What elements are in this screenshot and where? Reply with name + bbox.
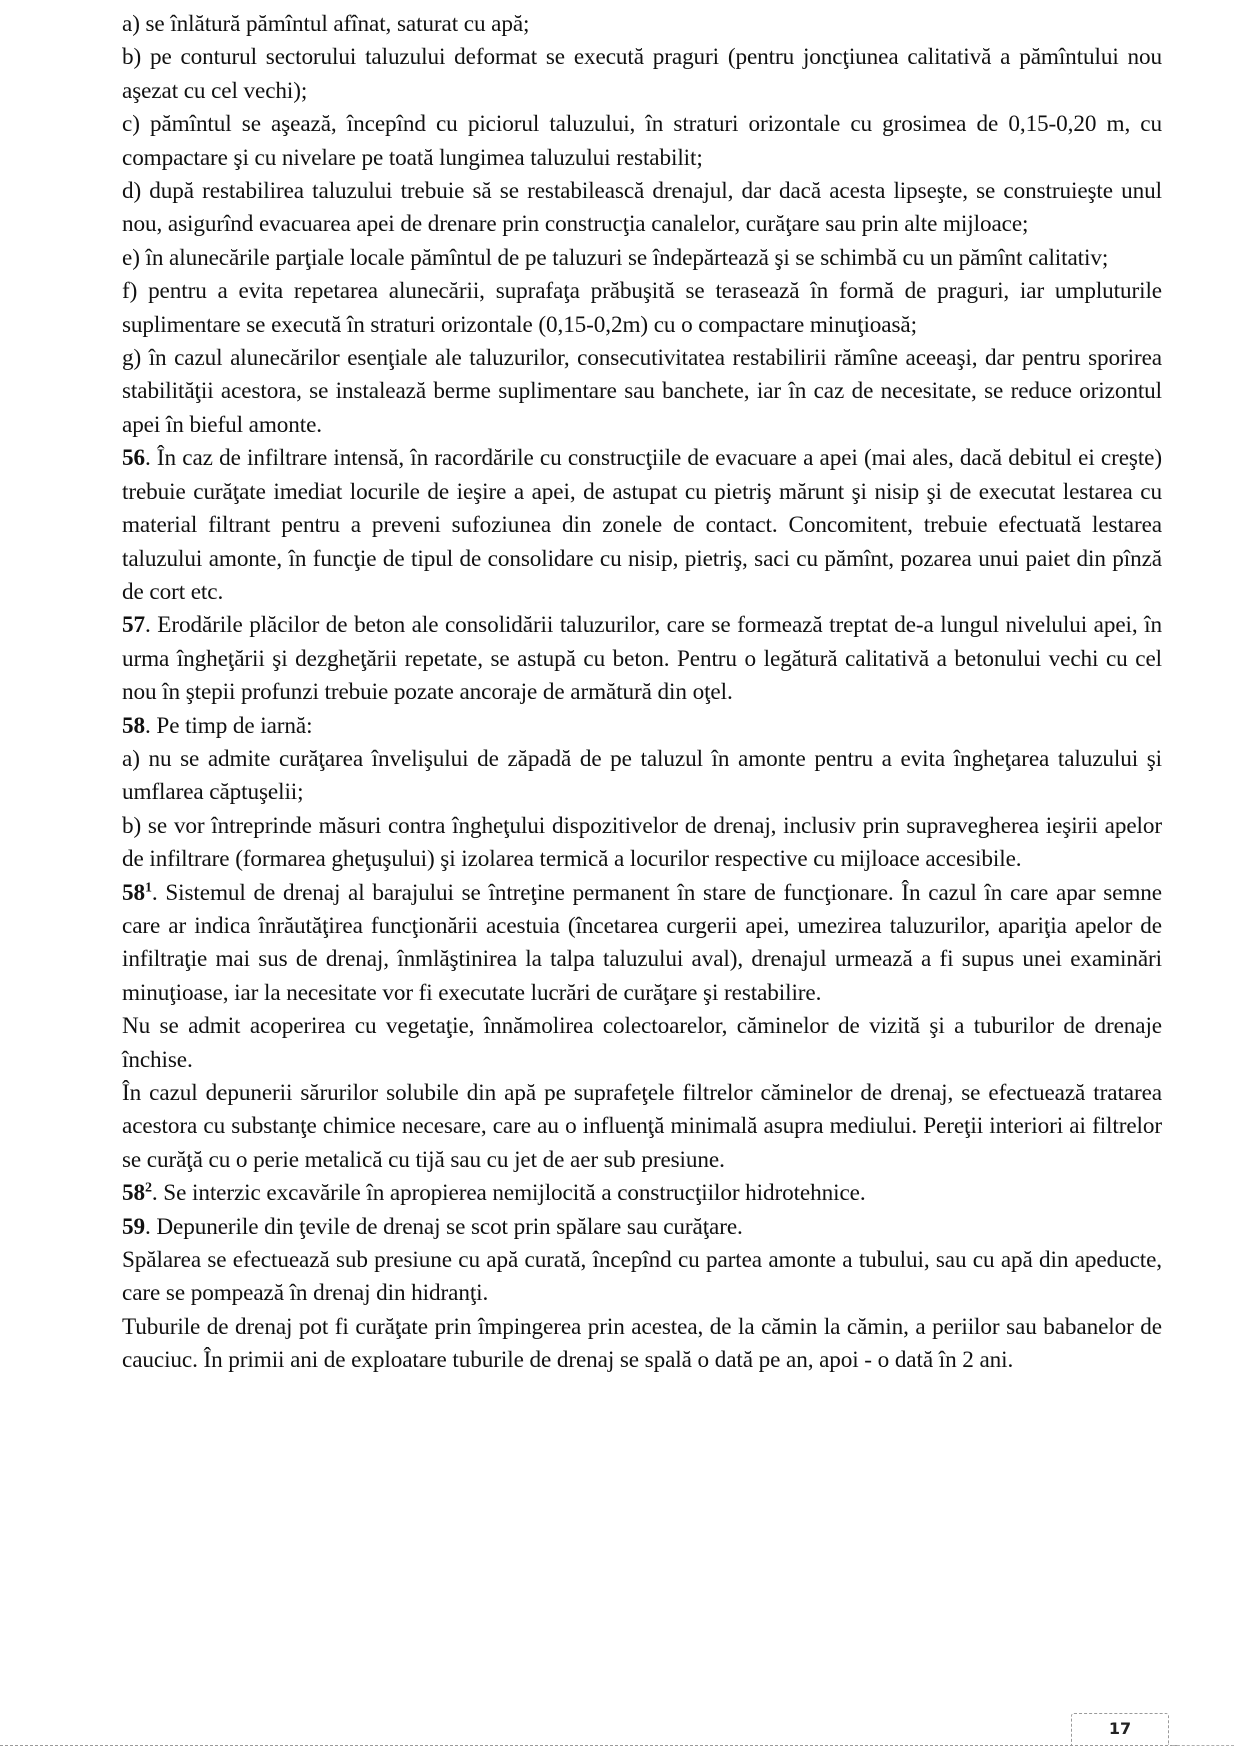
paragraph-text: Spălarea se efectuează sub presiune cu apă curată, începînd cu partea amonte a tubului, sau cu apă din apeducte, care se pompează în drenaj din hidranţi. (122, 1247, 1162, 1307)
section-number: 58 (122, 1180, 145, 1207)
section-57 (122, 609, 1162, 709)
paragraph-text: . În caz de infiltrare intensă, în racordările cu construcţiile de evacuare a apei (mai ales, dacă debitul ei creşte) trebuie curăţate imediat locurile de ieşire a apei, de astupat cu pietriş mărunt şi nisip şi de executat lestarea cu material filtrant pentru a preveni sufoziunea din zonele de contact. Concomitent, trebuie efectuată lestarea taluzului amonte, în funcţie de tipul de consolidare cu nisip, pietriş, saci cu pămînt, pozarea unui paiet din pînză de cort etc. (122, 445, 1162, 605)
paragraph-text: f) pentru a evita repetarea alunecării, suprafaţa prăbuşită se terasează în formă de praguri, iar umpluturile suplimentare se execută în straturi orizontale (0,15-0,2m) cu o compactare minuţioasă; (122, 278, 1162, 338)
page-number: 17 (1108, 1719, 1132, 1738)
paragraph-text: . Sistemul de drenaj al barajului se întreţine permanent în stare de funcţionare. În cazul în care apar semne care ar indica înrăutăţirea funcţionării acestuia (încetarea curgerii apei, umezirea taluzurilor, apariţia apelor de infiltraţie mai sus de drenaj, înmlăştinirea la talpa taluzului aval), drenajul urmează a fi supus unei examinări minuţioase, iar la necesitate vor fi executate lucrări de curăţare şi restabilire. (122, 879, 1162, 1006)
paragraph-c-soil-layers (122, 108, 1162, 175)
paragraph-text: d) după restabilirea taluzului trebuie să se restabilească drenajul, dar dacă acesta lipseşte, se construieşte unul nou, asigurînd evacuarea apei de drenare prin construcţia canalelor, curăţare sau prin alte mijloace; (122, 178, 1162, 238)
section-58-item-a (122, 743, 1162, 810)
paragraph-f-terracing (122, 275, 1162, 342)
paragraph-text: . Depunerile din ţevile de drenaj se scot prin spălare sau curăţare. (145, 1213, 743, 1240)
paragraph-text: c) pămîntul se aşează, începînd cu piciorul taluzului, în straturi orizontale cu grosimea de 0,15-0,20 m, cu compactare şi cu nivelare pe toată lungimea taluzului restabilit; (122, 111, 1162, 171)
paragraph-text: b) pe conturul sectorului taluzului deformat se execută praguri (pentru joncţiunea calitativă a pămîntului nou aşezat cu cel vechi); (122, 44, 1162, 104)
section-58-1 (122, 877, 1162, 1011)
paragraph-text: e) în alunecările parţiale locale pămîntul de pe taluzuri se îndepărtează şi se schimbă cu un pămînt calitativ; (122, 244, 1109, 271)
document-page (122, 8, 1162, 1378)
section-number: 57 (122, 612, 145, 639)
paragraph-g-essential-landslides (122, 342, 1162, 442)
section-56 (122, 442, 1162, 609)
section-58 (122, 710, 1162, 743)
footer-divider (0, 1745, 1178, 1746)
paragraph-text: . Pe timp de iarnă: (145, 712, 313, 739)
section-59 (122, 1211, 1162, 1244)
page-number-box (1071, 1713, 1169, 1745)
paragraph-a-remove-soil (122, 8, 1162, 41)
section-number: 58 (122, 879, 145, 906)
paragraph-text: . Se interzic excavările în apropierea nemijlocită a construcţiilor hidrotehnice. (151, 1180, 866, 1207)
paragraph-b-thresholds (122, 41, 1162, 108)
paragraph-vegetation (122, 1010, 1162, 1077)
section-number: 56 (122, 445, 145, 472)
footer-divider-right (1172, 1745, 1234, 1746)
paragraph-text: g) în cazul alunecărilor esenţiale ale taluzurilor, consecutivitatea restabilirii rămîne aceeaşi, dar pentru sporirea stabilităţii acestora, se instalează berme suplimentare sau banchete, iar în caz de necesitate, se reduce orizontul apei în bieful amonte. (122, 345, 1162, 438)
paragraph-e-partial-landslides (122, 242, 1162, 275)
paragraph-text: a) nu se admite curăţarea învelişului de zăpadă de pe taluzul în amonte pentru a evita îngheţarea taluzului şi umflarea căptuşelii; (122, 745, 1162, 806)
section-superscript: 1 (145, 879, 152, 895)
paragraph-tube-cleaning (122, 1311, 1162, 1378)
paragraph-text: a) se înlătură pămîntul afînat, saturat cu apă; (122, 11, 530, 37)
paragraph-washing (122, 1244, 1162, 1311)
section-superscript: 2 (145, 1180, 152, 1196)
section-58-item-b (122, 810, 1162, 877)
section-number: 58 (122, 712, 145, 739)
paragraph-text: Tuburile de drenaj pot fi curăţate prin împingerea prin acestea, de la cămin la cămin, a periilor sau babanelor de cauciuc. În primii ani de exploatare tuburile de drenaj se spală o dată pe an, apoi - o dată în 2 ani. (122, 1313, 1162, 1374)
paragraph-text: b) se vor întreprinde măsuri contra îngheţului dispozitivelor de drenaj, inclusiv prin supravegherea ieşirii apelor de infiltrare (formarea gheţuşului) şi izolarea termică a locurilor respective cu mijloace accesibile. (122, 812, 1162, 873)
paragraph-text: . Erodările plăcilor de beton ale consolidării taluzurilor, care se formează treptat de-a lungul nivelului apei, în urma îngheţării şi dezgheţării repetate, se astupă cu beton. Pentru o legătură calitativă a betonului vechi cu cel nou în ştepii profunzi trebuie pozate ancoraje de armătură din oţel. (122, 612, 1162, 706)
section-58-2 (122, 1177, 1162, 1210)
paragraph-text: În cazul depunerii sărurilor solubile din apă pe suprafeţele filtrelor căminelor de drenaj, se efectuează tratarea acestora cu substanţe chimice necesare, care au o influenţă minimală asupra mediului. Pereţii interiori ai filtrelor se curăţă cu o perie metalică cu tijă sau cu jet de aer sub presiune. (122, 1080, 1162, 1173)
paragraph-salt-deposits (122, 1077, 1162, 1177)
paragraph-d-drainage-restore (122, 175, 1162, 242)
section-number: 59 (122, 1213, 145, 1240)
paragraph-text: Nu se admit acoperirea cu vegetaţie, înnămolirea colectoarelor, căminelor de vizită şi a tuburilor de drenaje închise. (122, 1013, 1162, 1073)
